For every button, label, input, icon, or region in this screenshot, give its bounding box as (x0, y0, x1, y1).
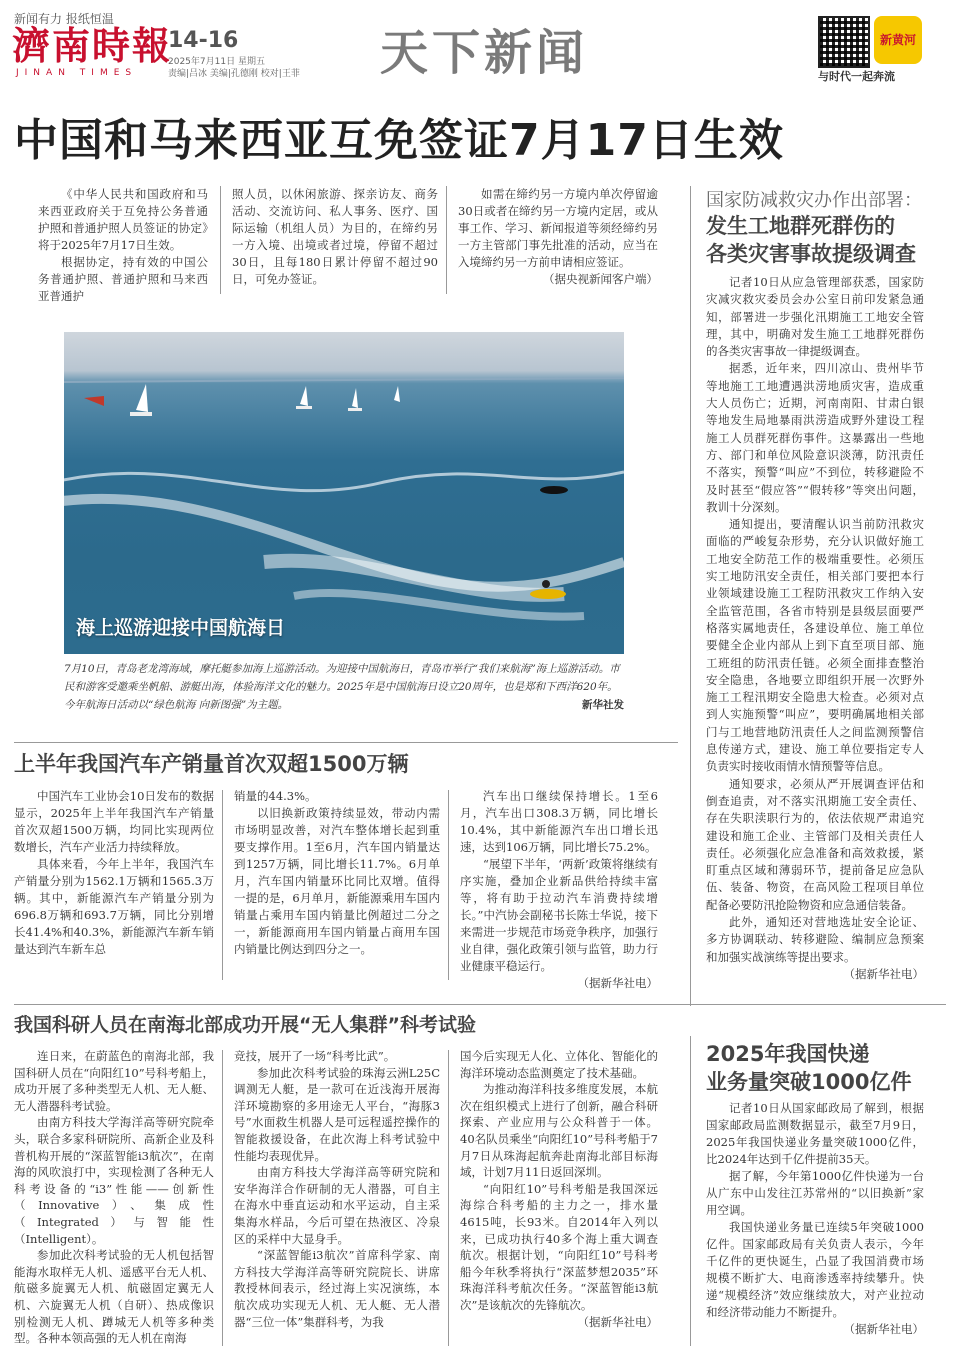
photo-caption (64, 660, 624, 714)
lead-paragraph: 根据协定，持有效的中国公务普通护照、普通护照和马来西亚普通护 (38, 255, 208, 303)
column-divider (222, 790, 223, 980)
auto-paragraph: 以旧换新政策持续显效，带动内需市场明显改善，对汽车整体增长起到重要支撑作用。1至6月，汽车国内销量达到1257万辆，同比增长11.7%。6月单月，汽车国内销量环比同比双增。值得一提的是，6月单月，新能源乘用车国内销量占乘用车国内销量比例超过二分之一，新能源商用车国内销量占商用车国内销量比例达到四分之一。 (234, 806, 440, 956)
auto-column-1 (14, 788, 214, 958)
research-paragraph: 由南方科技大学海洋高等研究院牵头，联合多家科研院所、高新企业及科普机构开展的“深蓝智能i3航次”，在南海的风吹浪打中，实现检测了各种无人科考设备的“i3”性能——创新性（Innovative）、集成性（Integrated）与智能性（Intelligent）。 (14, 1115, 214, 1246)
lead-column-3 (458, 186, 658, 288)
sidebar-divider (690, 1036, 691, 1346)
research-paragraph: 参加此次科考试验的无人机包括智能海水取样无人机、遥感平台无人机、航磁多旋翼无人机、航磁固定翼无人机、六旋翼无人机（自研）、热成像识别检测无人机、蹲城无人机等多种类型。各种本领高强的无人机在南海 (14, 1248, 214, 1346)
sidebar-paragraph: 记者10日从应急管理部获悉，国家防灾减灾救灾委员会办公室日前印发紧急通知，部署进一步强化汛期施工工地安全管理，其中，明确对发生施工工地群死群伤的各类灾害事故一律提级调查。 (706, 275, 924, 359)
sidebar-paragraph: 通知提出，要清醒认识当前防汛救灾面临的严峻复杂形势，充分认识做好施工工地安全防范工作的极端重要性。必须压实工地防汛安全责任，相关部门要把本行业领域建设施工工程防汛救灾工作纳入安全监管范围，各省市特别是县级层面要严格落实属地责任，各建设单位、施工单位要健全企业内部从上到下直至项目部、施工班组的防汛责任链。必须全面排查整治安全隐患，各地要立即组织开展一次野外施工工程汛期安全隐患大检查。必须对点到人实施预警“叫应”，要明确属地相关部门与工地营地防汛责任人之间监测预警信息传递方式，建设、施工单位要指定专人负责实时接收雨情水情预警等信息。 (706, 517, 924, 774)
research-column-3 (460, 1048, 658, 1330)
editors-credit: 责编|吕冰 美编|孔德刚 校对|王菲 (168, 69, 300, 79)
sidebar-title-line: 各类灾害事故提级调查 (706, 242, 916, 266)
lead-paragraph: 如需在缔约另一方境内单次停留逾30日或者在缔约另一方境内定居，或从事工作、学习、新闻报道等须经缔约另一方主管部门事先批准的活动，应当在入境缔约另一方前申请相应签证。 (458, 187, 658, 269)
auto-column-2 (234, 788, 440, 958)
express-body (706, 1100, 924, 1338)
newspaper-slogan: 新闻有力 报纸恒温 (14, 12, 114, 26)
page-header (0, 0, 960, 90)
column-divider (448, 790, 449, 980)
news-photo (64, 332, 624, 654)
section-divider (14, 1004, 946, 1005)
express-paragraph: 我国快递业务量已连续5年突破1000亿件。国家邮政局有关负责人表示，今年千亿件的更快诞生，凸显了我国消费市场规模不断扩大、电商渗透率持续攀升。快递“规模经济”效应继续放大，对产业拉动和经济带动能力不断提升。 (706, 1220, 924, 1319)
lead-column-1 (38, 186, 208, 305)
research-paragraph: 为推动海洋科技多维度发展，本航次在组织模式上进行了创新，融合科研探索、产业应用与公众科普于一体。40名队员乘坐“向阳红10”号科考船于7月7日从珠海起航奔赴南海北部目标海域，计划7月11日返回深圳。 (460, 1082, 658, 1180)
auto-source: （据新华社电） (577, 976, 658, 990)
express-headline (706, 1040, 911, 1096)
column-divider (220, 186, 221, 294)
column-divider (222, 1050, 223, 1346)
research-source: （据新华社电） (577, 1314, 658, 1329)
lead-paragraph: 《中华人民共和国政府和马来西亚政府关于互免持公务普通护照和普通护照人员签证的协定》将于2025年7月17日生效。 (38, 187, 208, 252)
newspaper-masthead-en: JINAN TIMES (16, 68, 138, 78)
lead-source: （据央视新闻客户端） (543, 272, 658, 286)
auto-headline: 上半年我国汽车产销量首次双超1500万辆 (14, 752, 409, 776)
lead-column-2 (232, 186, 438, 288)
dateline (168, 56, 300, 80)
auto-paragraph: 具体来看，今年上半年，我国汽车产销量分别为1562.1万辆和1565.3万辆。其中，新能源汽车产销量分别为696.8万辆和693.7万辆，同比分别增长41.4%和40.3%，新能源汽车新车销量达到汽车新车总 (14, 857, 214, 956)
sidebar-kicker: 国家防减救灾办作出部署： (706, 190, 922, 211)
sidebar-title (706, 212, 916, 268)
column-divider (446, 186, 447, 294)
express-headline-line: 业务量突破1000亿件 (706, 1070, 912, 1094)
app-logo: 新黄河 (874, 16, 922, 64)
research-paragraph: 国今后实现无人化、立体化、智能化的海洋环境动态监测奠定了技术基础。 (460, 1049, 658, 1080)
auto-paragraph: 销量的44.3%。 (234, 789, 317, 803)
express-headline-line: 2025年我国快递 (706, 1042, 870, 1066)
research-paragraph: 连日来，在蔚蓝色的南海北部，我国科研人员在“向阳红10”号科考船上，成功开展了多种类型无人机、无人艇、无人潜器科考试验。 (14, 1049, 214, 1113)
qr-code-icon (818, 16, 870, 68)
sidebar-body (706, 274, 924, 983)
sidebar-paragraph: 通知要求，必须从严开展调查评估和倒查追责，对不落实汛期施工安全责任、存在失职渎职行为的，依法依规严肃追究建设和施工企业、主管部门及相关责任人责任。必须强化应急准备和高效救援，紧盯重点区域和薄弱环节，提前备足应急队伍、装备、物资，在高风险工程项目单位配备必要防汛抢险物资和应急通信装备。 (706, 776, 924, 912)
research-paragraph: 参加此次科考试验的珠海云洲L25C调测无人艇，是一款可在近浅海开展海洋环境勘察的多用途无人平台，“海豚3号”水面救生机器人是可远程遥控操作的智能救援设备，在此次海上科考试验中性能均表现优异。 (234, 1065, 440, 1163)
issue-date: 2025年7月11日 星期五 (168, 57, 265, 67)
auto-paragraph: 汽车出口继续保持增长。1至6月，汽车出口308.3万辆，同比增长10.4%，其中新能源汽车出口增长迅速，达到106万辆，同比增长75.2%。 (460, 789, 658, 854)
research-paragraph: 竞技，展开了一场“科考比武”。 (234, 1049, 396, 1063)
photo-caption-text: 7月10日，青岛老龙湾海域，摩托艇参加海上巡游活动。为迎接中国航海日，青岛市举行“我们来航海”海上巡游活动。市民和游客受邀乘坐帆船、游艇出海，体验海洋文化的魅力。2025年是中国航海日设立20周年，也是郑和下西洋620年。今年航海日活动以“绿色航海 向新图强”为主题。 (64, 663, 620, 711)
express-source: （据新华社电） (843, 1322, 924, 1336)
auto-paragraph: “展望下半年，‘两新’政策将继续有序实施，叠加企业新品供给持续丰富等，将有助于拉动汽车消费持续增长。”中汽协会副秘书长陈士华说，接下来需进一步规范市场竞争秩序，加强行业自律，强化政策引领与监管，助力行业健康平稳运行。 (460, 857, 658, 973)
research-paragraph: “深蓝智能i3航次”首席科学家、南方科技大学海洋高等研究院院长、讲席教授林间表示，经过海上实况演练，本航次成功实现无人机、无人艇、无人潜器“三位一体”集群科考，为我 (234, 1248, 440, 1329)
sidebar-divider (690, 186, 691, 1006)
research-column-1 (14, 1048, 214, 1347)
express-paragraph: 据了解，今年第1000亿件快递为一台从广东中山发往江苏常州的“以旧换新”家用空调。 (706, 1169, 924, 1217)
sidebar-paragraph: 据悉，近年来，四川凉山、贵州毕节等地施工工地遭遇洪涝地质灾害，造成重大人员伤亡；近期，河南南阳、甘肃白银等地发生局地暴雨洪涝造成野外建设工程施工人员群死群伤事件。这暴露出一些地方、部门和单位风险意识淡薄，防汛责任不落实，预警“叫应”不到位，转移避险不及时甚至“假应答”“假转移”等突出问题，教训十分深刻。 (706, 361, 924, 514)
photo-credit: 新华社发 (582, 699, 624, 711)
lead-paragraph: 照人员，以休闲旅游、探亲访友、商务活动、交流访问、私人事务、医疗、国际运输（机组人员）为目的，在缔约另一方入境、出境或者过境，停留不超过30日，且每180日累计停留不超过90日，可免办签证。 (232, 187, 438, 286)
photo-overlay-title: 海上巡游迎接中国航海日 (76, 617, 286, 639)
express-paragraph: 记者10日从国家邮政局了解到，根据国家邮政局监测数据显示，截至7月9日，2025年我国快递业务量突破1000亿件，比2024年达到千亿件提前35天。 (706, 1101, 924, 1166)
column-divider (448, 1050, 449, 1346)
research-paragraph: “向阳红10”号科考船是我国深远海综合科考船的主力之一，排水量4615吨，长93米。自2014年入列以来，已成功执行40多个海上重大调查航次。根据计划，“向阳红10”号科考船今年秋季将执行“深蓝梦想2035”环珠海洋科考航次任务。“深蓝智能i3航次”是该航次的先锋航次。 (460, 1181, 658, 1312)
research-paragraph: 由南方科技大学海洋高等研究院和安华海洋合作研制的无人潜器，可自主在海水中垂直运动和水平运动，自主采集海水样品，今后可望在热液区、冷泉区的采样中大显身手。 (234, 1165, 440, 1246)
sidebar-source: （据新华社电） (843, 966, 924, 981)
newspaper-masthead: 濟南時報 (12, 23, 173, 68)
research-column-2 (234, 1048, 440, 1330)
sidebar-title-line: 发生工地群死群伤的 (706, 214, 895, 238)
research-headline: 我国科研人员在南海北部成功开展“无人集群”科考试验 (14, 1014, 476, 1036)
app-tagline: 与时代一起奔流 (818, 70, 895, 83)
sea-scene-illustration (64, 332, 624, 654)
section-title: 天下新闻 (380, 25, 589, 81)
auto-column-3 (460, 788, 658, 992)
page-numbers: 14-16 (168, 28, 239, 53)
sidebar-paragraph: 此外，通知还对营地选址安全论证、多方协调联动、转移避险、编制应急预案和加强实战演练等提出要求。 (706, 914, 924, 964)
section-divider (14, 742, 678, 743)
auto-paragraph: 中国汽车工业协会10日发布的数据显示，2025年上半年我国汽车产销量首次双超1500万辆，均同比实现两位数增长，汽车产业活力持续释放。 (14, 789, 214, 854)
lead-headline: 中国和马来西亚互免签证7月17日生效 (14, 115, 784, 166)
